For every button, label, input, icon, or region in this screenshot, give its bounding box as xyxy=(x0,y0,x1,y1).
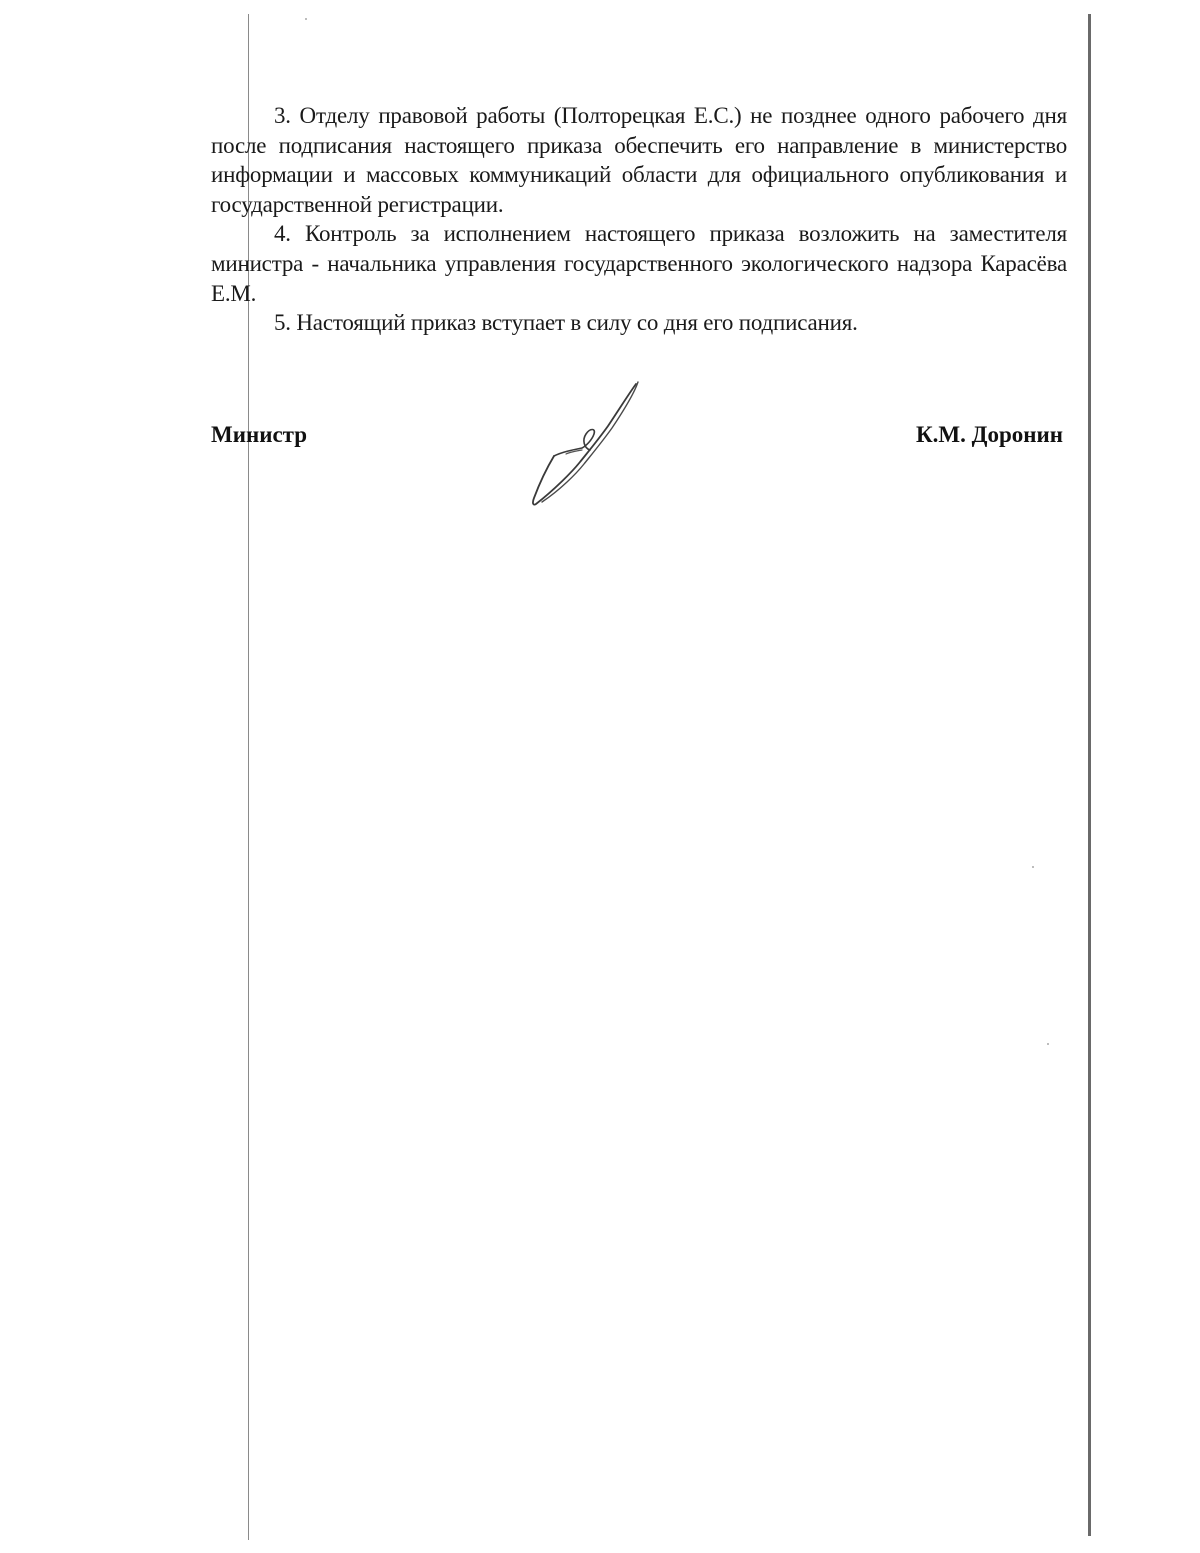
document-body xyxy=(211,101,1067,338)
paragraph-4: 4. Контроль за исполнением настоящего приказа возложить на заместителя министра - начальника управления государственного экологического надзора Карасёва Е.М. xyxy=(211,221,1067,306)
scan-margin-line-right xyxy=(1088,14,1091,1536)
signatory-name: К.М. Доронин xyxy=(915,422,1063,447)
signatory-title: Министр xyxy=(211,422,308,447)
scan-speck xyxy=(1032,866,1034,868)
scan-speck xyxy=(1047,1043,1049,1045)
handwritten-signature-icon xyxy=(520,378,650,513)
paragraph-5: 5. Настоящий приказ вступает в силу со дня его подписания. xyxy=(274,310,858,336)
scan-speck xyxy=(305,18,307,20)
paragraph-3: 3. Отделу правовой работы (Полторецкая Е.С.) не позднее одного рабочего дня после подписания настоящего приказа обеспечить его направление в министерство информации и массовых коммуникаций области для официального опубликования и государственной регистрации. xyxy=(211,103,1067,217)
